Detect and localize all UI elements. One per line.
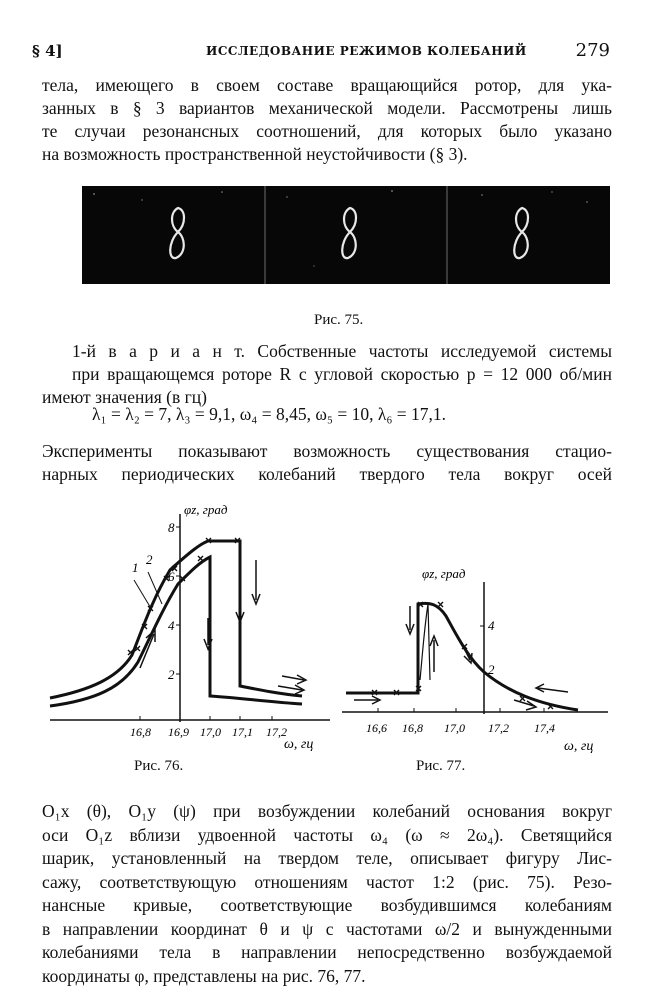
- lissajous-figure-2: [342, 208, 356, 258]
- text-line: O₁x (θ), O₁y (ψ) при возбуждении колебаний основания вокруг: [42, 801, 612, 821]
- y-tick-label: 4: [168, 618, 175, 633]
- text-line: колебаниями тела в направлении непосредственно возбуждаемой: [42, 942, 612, 962]
- text-line: 1-й в а р и а н т. Собственные частоты исследуемой системы: [72, 341, 612, 361]
- intro-paragraph: [42, 74, 612, 166]
- curve-label-2: 2: [146, 552, 153, 567]
- figure-77-caption: Рис. 77.: [416, 758, 466, 774]
- text-line: имеют значения (в гц): [42, 387, 207, 407]
- y-axis-label: φz, град: [422, 566, 466, 581]
- x-axis-label: ω, гц: [284, 737, 314, 752]
- running-header: [32, 38, 612, 64]
- text-line: нансные кривые, соответствующие возбудившимся колебаниям: [42, 895, 612, 915]
- curve-label-1: 1: [132, 560, 139, 575]
- x-tick-label: 16,8: [130, 725, 151, 739]
- resonance-curve-1: [50, 557, 302, 706]
- y-axis-label: φz, град: [184, 502, 228, 517]
- y-tick-label: 8: [168, 520, 175, 535]
- text-line: тела, имеющего в своем составе вращающийся ротор, для ука-: [42, 75, 612, 95]
- lissajous-figure-1: [170, 208, 184, 258]
- figure-77-plot: [338, 560, 620, 760]
- text-line: оси O₁z вблизи удвоенной частоты ω₄ (ω ≈ 2ω₄). Светящийся: [42, 824, 612, 845]
- experiment-paragraph: [42, 440, 612, 486]
- x-tick-label: 17,2: [266, 725, 287, 739]
- text-line: сажу, соответствующую отношениям частот 1:2 (рис. 75). Резо-: [42, 871, 612, 892]
- y-tick-label: 4: [488, 618, 495, 633]
- variant-paragraph: [72, 340, 612, 386]
- x-tick-label: 17,0: [444, 721, 465, 735]
- figure-76-caption: Рис. 76.: [134, 758, 184, 774]
- x-tick-label: 17,4: [534, 721, 555, 735]
- jump-branch: [420, 604, 430, 680]
- chapter-title: ИССЛЕДОВАНИЕ РЕЖИМОВ КОЛЕБАНИЙ: [206, 44, 527, 58]
- curve-label-leader: [134, 580, 152, 610]
- y-tick-label: 2: [488, 662, 495, 677]
- x-tick-label: 16,6: [366, 721, 387, 735]
- text-line: нарных периодических колебаний твердого тела вокруг осей: [42, 464, 612, 484]
- text-line: на возможность пространственной неустойчивости (§ 3).: [42, 144, 468, 164]
- frequency-formula: λ₁ = λ₂ = 7, λ₃ = 9,1, ω₄ = 8,45, ω₅ = 10, λ₆ = 17,1.: [92, 404, 447, 424]
- text-line: шарик, установленный на твердом теле, описывает фигуру Лис-: [42, 848, 612, 868]
- x-tick-label: 16,9: [168, 725, 189, 739]
- figure-76-plot: [40, 500, 330, 780]
- closing-paragraph: [42, 800, 612, 988]
- page-number: 279: [575, 40, 610, 61]
- data-markers: [128, 538, 240, 655]
- text-line: те случаи резонансных соотношений, для которых было указано: [42, 121, 612, 141]
- x-tick-label: 16,8: [402, 721, 423, 735]
- text-line: при вращающемся роторе R с угловой скоростью p = 12 000 об/мин: [72, 364, 612, 384]
- lissajous-frames: [82, 186, 610, 284]
- text-line: в направлении координат θ и ψ с частотами ω/2 и вынужденными: [42, 918, 612, 939]
- x-axis-label: ω, гц: [564, 739, 594, 754]
- figure-75-caption: Рис. 75.: [314, 312, 364, 328]
- y-tick-label: 6: [168, 569, 175, 584]
- x-tick-label: 17,0: [200, 725, 221, 739]
- figure-75-photo: [82, 186, 610, 284]
- x-tick-label: 17,2: [488, 721, 509, 735]
- text-line: занных в § 3 вариантов механической модели. Рассмотрены лишь: [42, 98, 612, 118]
- x-tick-label: 17,1: [232, 725, 253, 739]
- section-ref: § 4]: [32, 42, 63, 60]
- y-tick-label: 2: [168, 667, 175, 682]
- lissajous-figure-3: [514, 208, 528, 258]
- text-line: координаты φ, представлены на рис. 76, 77.: [42, 965, 366, 986]
- resonance-curve: [346, 603, 578, 710]
- text-line: Эксперименты показывают возможность существования стацио-: [42, 441, 612, 461]
